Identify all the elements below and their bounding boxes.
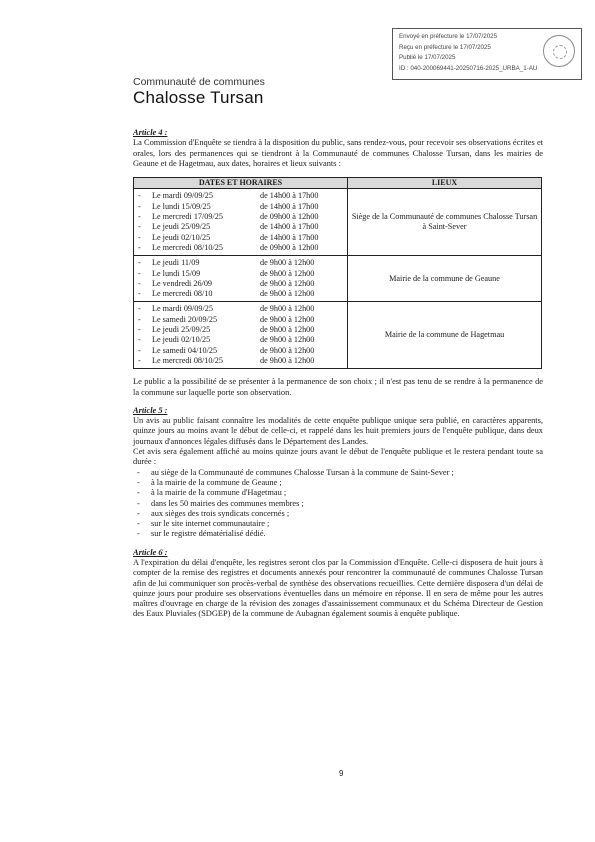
schedule-date: Le mercredi 08/10/25 bbox=[152, 242, 223, 252]
stamp-line: Envoyé en préfecture le 17/07/2025 bbox=[399, 33, 498, 40]
list-item: - aux sièges des trois syndicats concernés ; bbox=[133, 509, 543, 519]
schedule-entry bbox=[138, 191, 344, 201]
schedule-hours: de 9h00 à 12h00 bbox=[260, 268, 315, 278]
header-dates: DATES ET HORAIRES bbox=[134, 178, 348, 189]
bullet: - bbox=[138, 222, 141, 232]
page-number: 9 bbox=[339, 769, 344, 778]
schedule-entry bbox=[138, 289, 344, 299]
article5-p1: Un avis au public faisant connaître les modalités de cette enquête publique unique sera publié, en caractères apparents, quinze jours au moins avant le début de celle-ci, et rappelé dans les huit premiers jours de l'enquête publique, dans deux journaux d'annonces légales diffusés dans le Département des Landes. bbox=[133, 416, 543, 446]
article4-outro: Le public a la possibilité de se présenter à la permanence de son choix ; il n'est pas tenu de se rendre à la permanence de la commune sur laquelle porte son observation. bbox=[133, 377, 543, 397]
schedule-hours: de 9h00 à 12h00 bbox=[260, 289, 315, 299]
schedule-hours: de 9h00 à 12h00 bbox=[260, 325, 315, 335]
schedule-date: Le mercredi 17/09/25 bbox=[152, 212, 223, 222]
bullet: - bbox=[138, 268, 141, 278]
bullet: - bbox=[138, 258, 141, 268]
schedule-hours: de 14h00 à 17h00 bbox=[260, 222, 319, 232]
schedule-date: Le vendredi 26/09 bbox=[152, 278, 213, 288]
bullet: - bbox=[138, 201, 141, 211]
bullet: - bbox=[138, 278, 141, 288]
schedule-date: Le jeudi 02/10/25 bbox=[152, 335, 211, 345]
table-row bbox=[134, 256, 542, 302]
bullet: - bbox=[138, 314, 141, 324]
lieu-cell: Mairie de la commune de Hagetmau bbox=[348, 302, 542, 369]
dates-cell bbox=[134, 256, 348, 302]
schedule-hours: de 09h00 à 12h00 bbox=[260, 242, 319, 252]
header-lieux: LIEUX bbox=[348, 178, 542, 189]
schedule-date: Le jeudi 25/09/25 bbox=[152, 222, 211, 232]
document-body bbox=[133, 128, 543, 620]
schedule-entry bbox=[138, 269, 344, 279]
prefecture-stamp bbox=[392, 28, 582, 80]
schedule-date: Le mardi 09/09/25 bbox=[152, 191, 213, 201]
stamp-line: Publié le 17/07/2025 bbox=[399, 54, 456, 61]
schedule-entry bbox=[138, 325, 344, 335]
dates-cell bbox=[134, 302, 348, 369]
schedule-date: Le mercredi 08/10 bbox=[152, 289, 213, 299]
bullet: - bbox=[138, 212, 141, 222]
schedule-date: Le jeudi 25/09/25 bbox=[152, 325, 211, 335]
bullet: - bbox=[138, 191, 141, 201]
schedule-date: Le mercredi 08/10/25 bbox=[152, 355, 223, 365]
schedule-hours: de 14h00 à 17h00 bbox=[260, 201, 319, 211]
bullet: - bbox=[138, 232, 141, 242]
schedule-hours: de 9h00 à 12h00 bbox=[260, 314, 315, 324]
permanences-table bbox=[133, 177, 542, 369]
bullet: - bbox=[138, 355, 141, 365]
schedule-hours: de 9h00 à 12h00 bbox=[260, 258, 315, 268]
stamp-line: ID : 040-200069441-20250716-2025_URBA_1-AU bbox=[399, 64, 538, 72]
schedule-hours: de 14h00 à 17h00 bbox=[260, 191, 319, 201]
schedule-hours: de 9h00 à 12h00 bbox=[260, 355, 315, 365]
schedule-entry bbox=[138, 212, 344, 222]
bullet: - bbox=[138, 242, 141, 252]
list-item: - sur le registre dématérialisé dédié. bbox=[133, 529, 543, 539]
schedule-entry bbox=[138, 222, 344, 232]
list-item: - au siège de la Communauté de communes Chalosse Tursan à la commune de Saint-Sever ; bbox=[133, 468, 543, 478]
seal-icon bbox=[543, 35, 575, 67]
article4-intro: La Commission d'Enquête se tiendra à la disposition du public, sans rendez-vous, pour recevoir ses observations écrites et orales, lors des permanences qui se tiendront à la Communauté de communes Chalosse Tursan, dans les mairies de Geaune et de Hagetmau, aux dates, horaires et lieux suivants : bbox=[133, 138, 543, 168]
stamp-lines bbox=[399, 32, 537, 74]
schedule-entry bbox=[138, 346, 344, 356]
schedule-hours: de 9h00 à 12h00 bbox=[260, 304, 315, 314]
schedule-date: Le samedi 04/10/25 bbox=[152, 345, 218, 355]
stamp-line: Reçu en préfecture le 17/07/2025 bbox=[399, 43, 491, 51]
article5-list bbox=[133, 468, 543, 540]
bullet: - bbox=[138, 335, 141, 345]
schedule-hours: de 9h00 à 12h00 bbox=[260, 335, 315, 345]
list-item: - sur le site internet communautaire ; bbox=[133, 519, 543, 529]
schedule-entry bbox=[138, 356, 344, 366]
schedule-hours: de 09h00 à 12h00 bbox=[260, 212, 319, 222]
bullet: - bbox=[138, 345, 141, 355]
article6-title: Article 6 : bbox=[133, 547, 168, 557]
lieu-cell: Siège de la Communauté de communes Chalosse Tursan à Saint-Sever bbox=[348, 189, 542, 256]
list-item: - à la mairie de la commune de Geaune ; bbox=[133, 478, 543, 488]
bullet: - bbox=[138, 304, 141, 314]
schedule-entry bbox=[138, 202, 344, 212]
permanences-body bbox=[134, 189, 542, 369]
schedule-entry bbox=[138, 279, 344, 289]
schedule-entry bbox=[138, 233, 344, 243]
article6-p1: A l'expiration du délai d'enquête, les registres seront clos par la Commission d'Enquête. Celle-ci disposera de huit jours à compter de la remise des registres et documents annexés pour rencontrer la communauté de communes Chalosse Tursan afin de lui communiquer son procès-verbal de synthèse des observations recueillies. Cette dernière disposera d'un délai de quinze jours pour produire ses observations éventuelles dans un mémoire en réponse. Il en sera de même pour les autres maîtres d'ouvrage en charge de la révision des zonages d'assainissement communaux et du Schéma Directeur de Gestion des Eaux Pluviales (SDGEP) de la commune de Aubagnan également soumis à enquête publique. bbox=[133, 557, 543, 619]
table-row bbox=[134, 189, 542, 256]
schedule-entry bbox=[138, 315, 344, 325]
logo-line2: Chalosse Tursan bbox=[133, 88, 264, 107]
schedule-date: Le samedi 20/09/25 bbox=[152, 314, 218, 324]
schedule-entry bbox=[138, 335, 344, 345]
article4-title: Article 4 : bbox=[133, 128, 168, 137]
schedule-date: Le lundi 15/09 bbox=[152, 268, 201, 278]
article5-p2: Cet avis sera également affiché au moins quinze jours avant le début de l'enquête publique et le restera pendant toute sa durée : bbox=[133, 447, 543, 467]
article5-title: Article 5 : bbox=[133, 405, 168, 415]
schedule-entry bbox=[138, 304, 344, 314]
schedule-date: Le lundi 15/09/25 bbox=[152, 201, 211, 211]
schedule-hours: de 14h00 à 17h00 bbox=[260, 232, 319, 242]
schedule-hours: de 9h00 à 12h00 bbox=[260, 278, 315, 288]
bullet: - bbox=[138, 325, 141, 335]
table-row bbox=[134, 302, 542, 369]
lieu-cell: Mairie de la commune de Geaune bbox=[348, 256, 542, 302]
schedule-hours: de 9h00 à 12h00 bbox=[260, 345, 315, 355]
list-item: - à la mairie de la commune d'Hagetmau ; bbox=[133, 488, 543, 498]
bullet: - bbox=[138, 289, 141, 299]
logo-line1: Communauté de communes bbox=[133, 76, 265, 88]
dates-cell bbox=[134, 189, 348, 256]
logo bbox=[133, 76, 265, 108]
schedule-entry bbox=[138, 243, 344, 253]
schedule-entry bbox=[138, 258, 344, 268]
schedule-date: Le mardi 09/09/25 bbox=[152, 304, 213, 314]
list-item: - dans les 50 mairies des communes membres ; bbox=[133, 499, 543, 509]
schedule-date: Le jeudi 11/09 bbox=[152, 258, 200, 268]
schedule-date: Le jeudi 02/10/25 bbox=[152, 232, 211, 242]
